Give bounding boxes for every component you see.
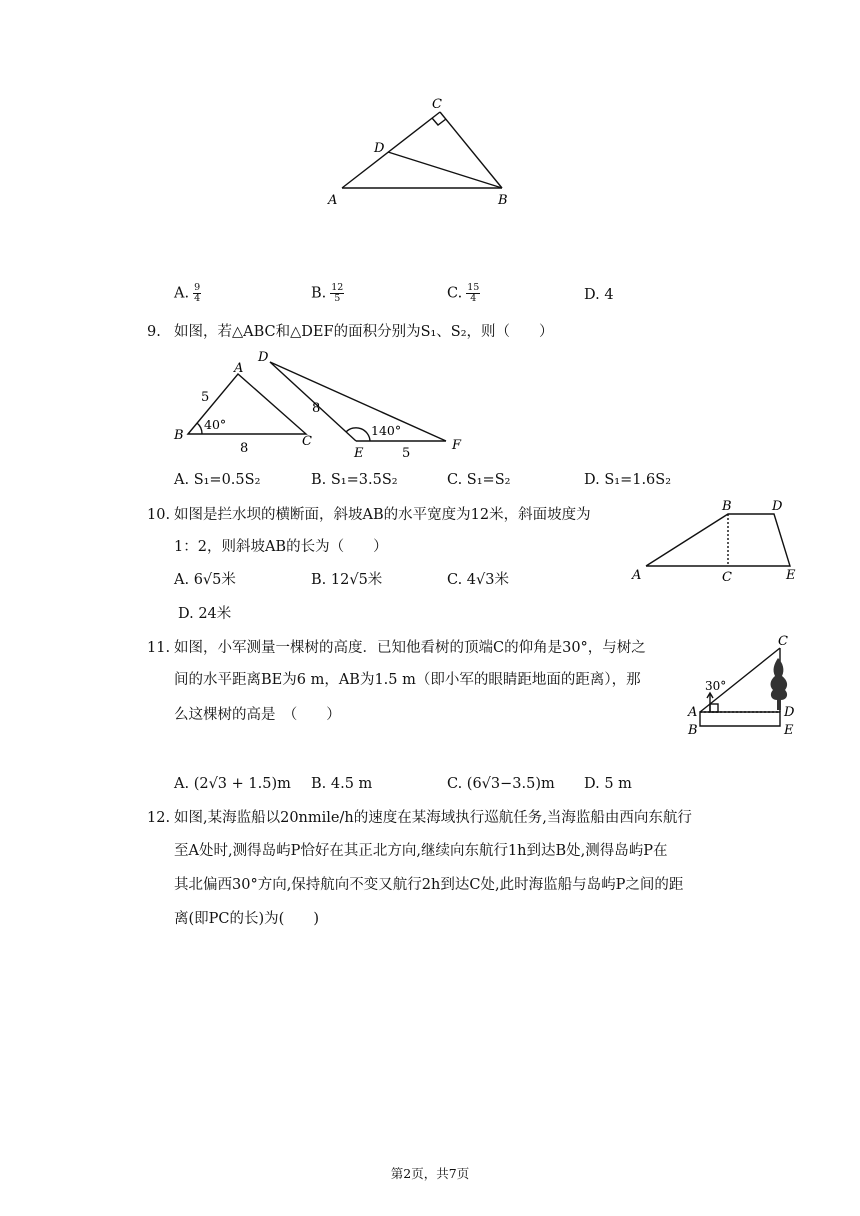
fig9-label-a: A <box>234 361 244 376</box>
fig11-label-a: A <box>688 705 698 720</box>
fig9-side-ab: 5 <box>201 390 210 405</box>
fig11-label-b: B <box>688 723 698 738</box>
q9-number: 9. <box>147 324 161 340</box>
fig10-label-c: C <box>722 570 732 585</box>
q11-number: 11. <box>147 640 171 656</box>
q10-option-d: D. 24米 <box>178 606 232 622</box>
fig8-label-d: D <box>374 141 385 156</box>
q9-option-c: C. S₁=S₂ <box>447 472 511 488</box>
q10-number: 10. <box>147 507 171 523</box>
q11-option-b: B. 4.5 m <box>311 776 373 792</box>
q11-option-c: C. (6√3−3.5)m <box>447 776 555 792</box>
fig9-side-bc: 8 <box>240 441 249 456</box>
q8-option-b <box>311 283 344 304</box>
tree-icon <box>771 658 788 710</box>
q11-line1: 如图，小军测量一棵树的高度．已知他看树的顶端C的仰角是30°，与树之 <box>174 640 646 656</box>
q8-option-a <box>174 283 201 304</box>
fig10-label-b: B <box>722 499 732 514</box>
q11-line2: 间的水平距离BE为6 m，AB为1.5 m（即小军的眼睛距地面的距离），那 <box>174 672 641 688</box>
q8-figure <box>320 92 520 212</box>
q9-option-b: B. S₁=3.5S₂ <box>311 472 398 488</box>
fig10-label-d: D <box>772 499 783 514</box>
q10-option-c: C. 4√3米 <box>447 572 509 588</box>
fig10-label-a: A <box>632 568 642 583</box>
q11-line3: 么这棵树的高是 （ ） <box>174 707 341 723</box>
fig11-label-e: E <box>784 723 794 738</box>
q9-option-d: D. S₁=1.6S₂ <box>584 472 672 488</box>
q8-option-b-letter: B. <box>311 285 327 302</box>
q8-option-d: D. 4 <box>584 287 614 303</box>
fig9-angle-e: 140° <box>371 423 402 438</box>
q12-line1: 如图,某海监船以20nmile/h的速度在某海域执行巡航任务,当海监船由西向东航行 <box>174 810 692 826</box>
fig11-label-c: C <box>778 634 788 649</box>
q10-option-a: A. 6√5米 <box>174 572 236 588</box>
fig10-label-e: E <box>786 568 796 583</box>
q8-option-a-fraction: $\frac{9}{4}$ <box>194 282 201 304</box>
q12-number: 12. <box>147 810 171 826</box>
fig9-label-e: E <box>354 446 364 461</box>
q12-line4: 离(即PC的长)为( ) <box>174 911 319 927</box>
q10-figure <box>626 494 806 586</box>
fig11-angle: 30° <box>705 679 727 693</box>
fig9-angle-b: 40° <box>204 417 227 432</box>
q11-option-a: A. (2√3 + 1.5)m <box>174 776 291 792</box>
q12-line3: 其北偏西30°方向,保持航向不变又航行2h到达C处,此时海监船与岛屿P之间的距 <box>174 877 684 893</box>
q11-option-d: D. 5 m <box>584 776 632 792</box>
q8-option-c <box>447 283 480 304</box>
q8-option-b-fraction: $\frac{12}{5}$ <box>331 282 344 304</box>
q8-option-a-letter: A. <box>174 285 190 302</box>
q9-figure <box>170 345 470 463</box>
fig9-side-de: 8 <box>312 401 321 416</box>
q10-option-b: B. 12√5米 <box>311 572 383 588</box>
fig8-label-b: B <box>498 193 508 208</box>
fig9-label-f: F <box>452 438 462 453</box>
q8-option-c-letter: C. <box>447 285 463 302</box>
fig9-label-c: C <box>302 434 312 449</box>
fig9-side-ef: 5 <box>402 446 411 461</box>
fig9-label-b: B <box>174 428 184 443</box>
page-footer: 第2页，共7页 <box>390 1166 470 1181</box>
fig11-label-d: D <box>784 705 795 720</box>
q12-line2: 至A处时,测得岛屿P恰好在其正北方向,继续向东航行1h到达B处,测得岛屿P在 <box>174 843 668 859</box>
fig9-label-d: D <box>258 350 269 365</box>
q11-figure <box>680 630 806 742</box>
q10-line1: 如图是拦水坝的横断面，斜坡AB的水平宽度为12米，斜面坡度为 <box>174 507 591 523</box>
q9-text: 如图，若△ABC和△DEF的面积分别为S₁、S₂，则（ ） <box>174 324 554 340</box>
fig8-label-c: C <box>432 97 442 112</box>
q8-option-c-fraction: $\frac{15}{4}$ <box>467 282 480 304</box>
q9-option-a: A. S₁=0.5S₂ <box>174 472 261 488</box>
fig8-label-a: A <box>328 193 338 208</box>
q10-line2: 1：2，则斜坡AB的长为（ ） <box>174 539 388 555</box>
